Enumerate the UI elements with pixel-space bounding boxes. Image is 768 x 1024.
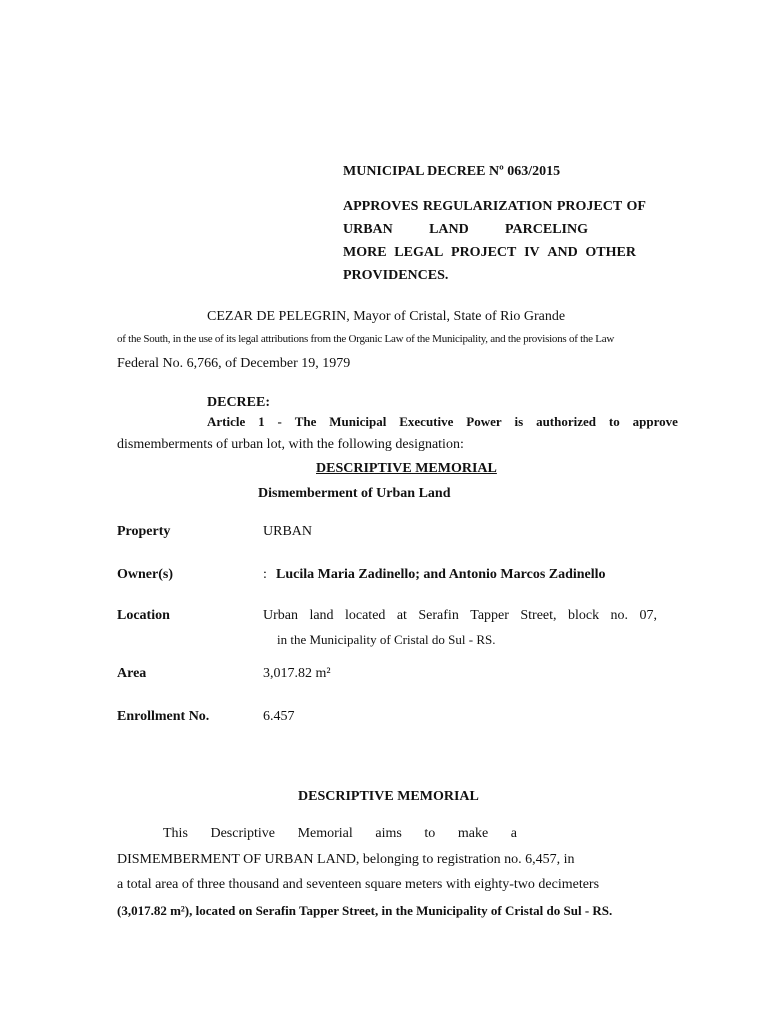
decree-number: MUNICIPAL DECREE Nº 063/2015 [343, 164, 561, 179]
property-value: URBAN [263, 524, 313, 539]
memorial-subtitle: Dismemberment of Urban Land [258, 486, 451, 501]
preamble-line-3: Federal No. 6,766, of December 19, 1979 [117, 356, 351, 371]
location-value-line-2: in the Municipality of Cristal do Sul - RS. [277, 632, 496, 647]
memorial-2-line-4: (3,017.82 m²), located on Serafin Tapper Street, in the Municipality of Cristal do Sul - RS. [117, 903, 613, 918]
area-value: 3,017.82 m² [263, 666, 331, 681]
summary-line-2: URBAN LAND PARCELING [343, 222, 588, 237]
summary-line-3: MORE LEGAL PROJECT IV AND OTHER [343, 245, 636, 260]
property-label: Property [117, 524, 171, 539]
owners-label: Owner(s) [117, 567, 173, 582]
memorial-2-title: DESCRIPTIVE MEMORIAL [298, 789, 479, 804]
memorial-2-line-1: This Descriptive Memorial aims to make a [163, 826, 517, 841]
owners-colon: : [263, 567, 267, 582]
summary-line-1: APPROVES REGULARIZATION PROJECT OF [343, 199, 646, 214]
enrollment-value: 6.457 [263, 709, 295, 724]
preamble-line-2: of the South, in the use of its legal attributions from the Organic Law of the Municipality, and the provisions of the Law [117, 333, 615, 345]
memorial-2-line-2: DISMEMBERMENT OF URBAN LAND, belonging to registration no. 6,457, in [117, 852, 575, 867]
decree-label: DECREE: [207, 395, 271, 410]
summary-line-4: PROVIDENCES. [343, 268, 449, 283]
location-value-line-1: Urban land located at Serafin Tapper Street, block no. 07, [263, 608, 657, 623]
preamble-line-1: CEZAR DE PELEGRIN, Mayor of Cristal, State of Rio Grande [207, 309, 566, 324]
article-1-line: Article 1 - The Municipal Executive Power is authorized to approve [207, 414, 678, 429]
enrollment-label: Enrollment No. [117, 709, 210, 724]
memorial-2-line-3: a total area of three thousand and seventeen square meters with eighty-two decimeters [117, 877, 600, 892]
article-1-continuation: dismemberments of urban lot, with the following designation: [117, 437, 464, 452]
owners-value: Lucila Maria Zadinello; and Antonio Marcos Zadinello [276, 567, 606, 582]
area-label: Area [117, 666, 147, 681]
location-label: Location [117, 608, 170, 623]
memorial-title: DESCRIPTIVE MEMORIAL [316, 461, 497, 476]
